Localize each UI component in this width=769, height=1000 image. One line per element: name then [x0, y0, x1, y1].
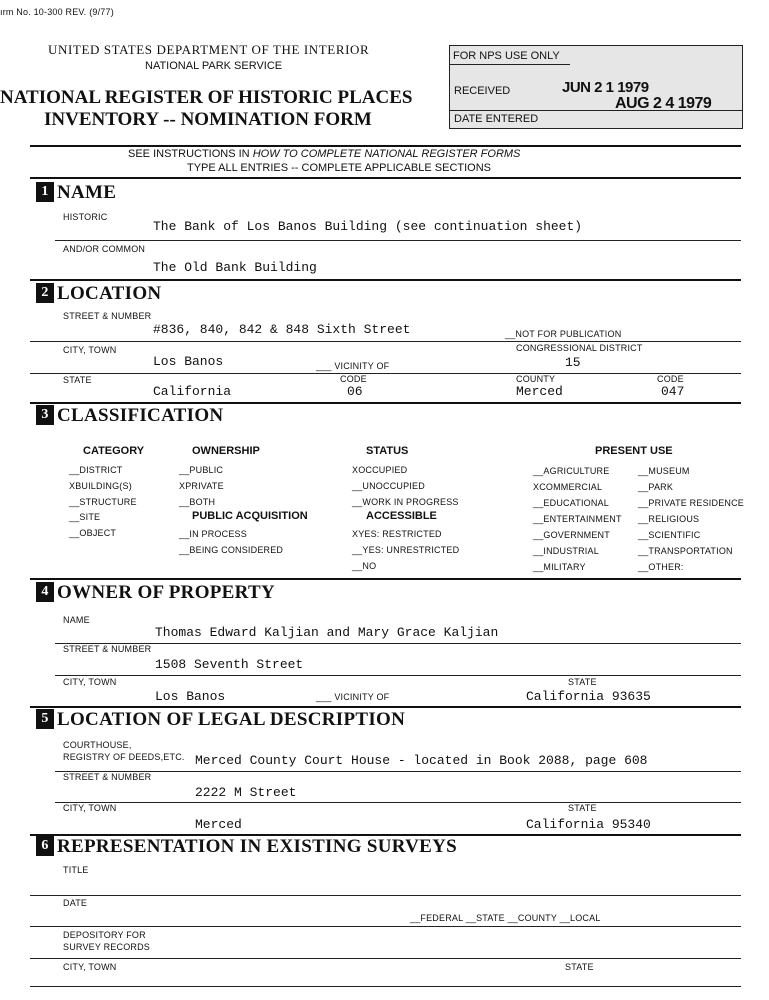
section-5-title: 5 LOCATION OF LEGAL DESCRIPTION: [36, 709, 405, 731]
accessible-item: XYES: RESTRICTED: [352, 529, 442, 539]
accessible-item: __YES: UNRESTRICTED: [352, 544, 460, 555]
status-heading: STATUS: [366, 445, 409, 457]
state-label: STATE: [63, 375, 92, 385]
common-name-value: The Old Bank Building: [153, 260, 317, 275]
owner-name-value: Thomas Edward Kaljian and Mary Grace Kaljian: [155, 625, 499, 640]
courthouse-state-value: California 95340: [526, 817, 651, 832]
accessible-heading: ACCESSIBLE: [366, 510, 437, 522]
status-list: [352, 463, 459, 510]
survey-state-label: STATE: [565, 962, 594, 972]
owner-city-value: Los Banos: [155, 689, 226, 704]
owner-name-label: NAME: [63, 615, 90, 625]
category-list: [69, 463, 137, 542]
present-use-item: __ENTERTAINMENT: [533, 514, 622, 524]
county-code-value: 047: [661, 384, 685, 399]
received-stamp: JUN 2 1 1979: [562, 79, 649, 96]
instructions-line1: SEE INSTRUCTIONS IN HOW TO COMPLETE NATIONAL REGISTER FORMS: [128, 148, 521, 160]
courthouse-value: Merced County Court House - located in Book 2088, page 608: [195, 753, 648, 768]
congressional-district-label: CONGRESSIONAL DISTRICT: [516, 343, 643, 353]
not-for-publication: __NOT FOR PUBLICATION: [505, 329, 622, 339]
owner-street-value: 1508 Seventh Street: [155, 657, 304, 672]
courthouse-street-label: STREET & NUMBER: [63, 772, 152, 782]
status-item: XOCCUPIED: [352, 465, 408, 475]
courthouse-city-label: CITY, TOWN: [63, 803, 117, 813]
depository-label: DEPOSITORY FOR: [63, 930, 146, 940]
courthouse-city-value: Merced: [195, 817, 242, 832]
ownership-item: __PUBLIC: [179, 465, 224, 475]
county-value: Merced: [516, 384, 563, 399]
public-acquisition-heading: PUBLIC ACQUISITION: [192, 510, 308, 522]
present-use-item: __TRANSPORTATION: [638, 546, 733, 556]
common-name-label: AND/OR COMMON: [63, 244, 146, 254]
city-label: CITY, TOWN: [63, 345, 117, 355]
date-entered-label: DATE ENTERED: [454, 113, 539, 125]
department-name: UNITED STATES DEPARTMENT OF THE INTERIOR: [48, 42, 370, 57]
section-2-title: 2 LOCATION: [36, 283, 161, 305]
present-use-item: __MILITARY: [533, 562, 586, 572]
present-use-item: __OTHER:: [638, 562, 684, 572]
historic-label: HISTORIC: [63, 212, 108, 222]
present-use-item: __INDUSTRIAL: [533, 546, 599, 556]
congressional-district-value: 15: [565, 355, 581, 370]
present-use-list-left: [533, 463, 622, 575]
vicinity-of: ___ VICINITY OF: [316, 361, 390, 371]
present-use-item: __EDUCATIONAL: [533, 498, 609, 508]
service-name: NATIONAL PARK SERVICE: [145, 60, 283, 72]
ownership-item: __BOTH: [179, 496, 216, 507]
registry-label: REGISTRY OF DEEDS,ETC.: [63, 752, 185, 762]
ownership-list: [179, 463, 224, 510]
category-item: __STRUCTURE: [69, 496, 137, 507]
section-6-title: 6 REPRESENTATION IN EXISTING SURVEYS: [36, 836, 457, 858]
status-item: __WORK IN PROGRESS: [352, 496, 459, 507]
present-use-item: XCOMMERCIAL: [533, 482, 603, 492]
form-title-line2: INVENTORY -- NOMINATION FORM: [44, 109, 372, 130]
category-item: XBUILDING(S): [69, 480, 132, 491]
present-use-item: __PRIVATE RESIDENCE: [638, 498, 744, 508]
section-4-title: 4 OWNER OF PROPERTY: [36, 582, 275, 604]
present-use-item: __SCIENTIFIC: [638, 530, 701, 540]
present-use-item: __RELIGIOUS: [638, 514, 700, 524]
entered-stamp: AUG 2 4 1979: [615, 95, 712, 112]
county-label: COUNTY: [516, 374, 556, 384]
owner-state-value: California 93635: [526, 689, 651, 704]
present-use-list-right: [638, 463, 744, 575]
present-use-item: __AGRICULTURE: [533, 466, 610, 476]
present-use-item: __GOVERNMENT: [533, 530, 610, 540]
owner-street-label: STREET & NUMBER: [63, 644, 152, 654]
form-number: ırm No. 10-300 REV. (9/77): [0, 7, 114, 17]
category-item: __DISTRICT: [69, 465, 123, 475]
courthouse-street-value: 2222 M Street: [195, 785, 297, 800]
survey-date-label: DATE: [63, 898, 88, 908]
courthouse-label: COURTHOUSE,: [63, 740, 132, 750]
state-value: California: [153, 384, 232, 399]
present-use-heading: PRESENT USE: [595, 445, 673, 457]
state-code-value: 06: [347, 384, 363, 399]
nps-box-title: FOR NPS USE ONLY: [453, 50, 560, 62]
owner-state-label: STATE: [568, 677, 597, 687]
nps-use-box: [449, 45, 743, 129]
instructions-line2: TYPE ALL ENTRIES -- COMPLETE APPLICABLE SECTIONS: [187, 162, 492, 174]
category-heading: CATEGORY: [83, 445, 145, 457]
section-1-title: 1 NAME: [36, 182, 116, 204]
ownership-item: XPRIVATE: [179, 480, 224, 491]
survey-level-options: __FEDERAL __STATE __COUNTY __LOCAL: [410, 913, 601, 923]
section-3-title: 3 CLASSIFICATION: [36, 405, 223, 427]
survey-title-label: TITLE: [63, 865, 89, 875]
accessible-list: [352, 527, 459, 574]
owner-city-label: CITY, TOWN: [63, 677, 117, 687]
city-value: Los Banos: [153, 354, 224, 369]
acquisition-item: __IN PROCESS: [179, 529, 247, 539]
ownership-heading: OWNERSHIP: [192, 445, 260, 457]
present-use-item: __PARK: [638, 482, 674, 492]
street-value: #836, 840, 842 & 848 Sixth Street: [153, 322, 411, 337]
acquisition-list: [179, 527, 283, 559]
courthouse-state-label: STATE: [568, 803, 597, 813]
present-use-item: __MUSEUM: [638, 466, 690, 476]
survey-records-label: SURVEY RECORDS: [63, 942, 150, 952]
historic-name-value: The Bank of Los Banos Building (see continuation sheet): [153, 219, 583, 234]
street-label: STREET & NUMBER: [63, 311, 152, 321]
category-item: __SITE: [69, 512, 101, 523]
form-title-line1: NATIONAL REGISTER OF HISTORIC PLACES: [0, 87, 413, 108]
accessible-item: __NO: [352, 560, 377, 571]
acquisition-item: __BEING CONSIDERED: [179, 544, 284, 555]
code-label: CODE: [340, 374, 367, 384]
received-label: RECEIVED: [454, 85, 511, 97]
status-item: __UNOCCUPIED: [352, 480, 425, 491]
county-code-label: CODE: [657, 374, 684, 384]
owner-vicinity-of: ___ VICINITY OF: [316, 692, 390, 702]
survey-city-label: CITY, TOWN: [63, 962, 117, 972]
category-item: __OBJECT: [69, 528, 117, 539]
